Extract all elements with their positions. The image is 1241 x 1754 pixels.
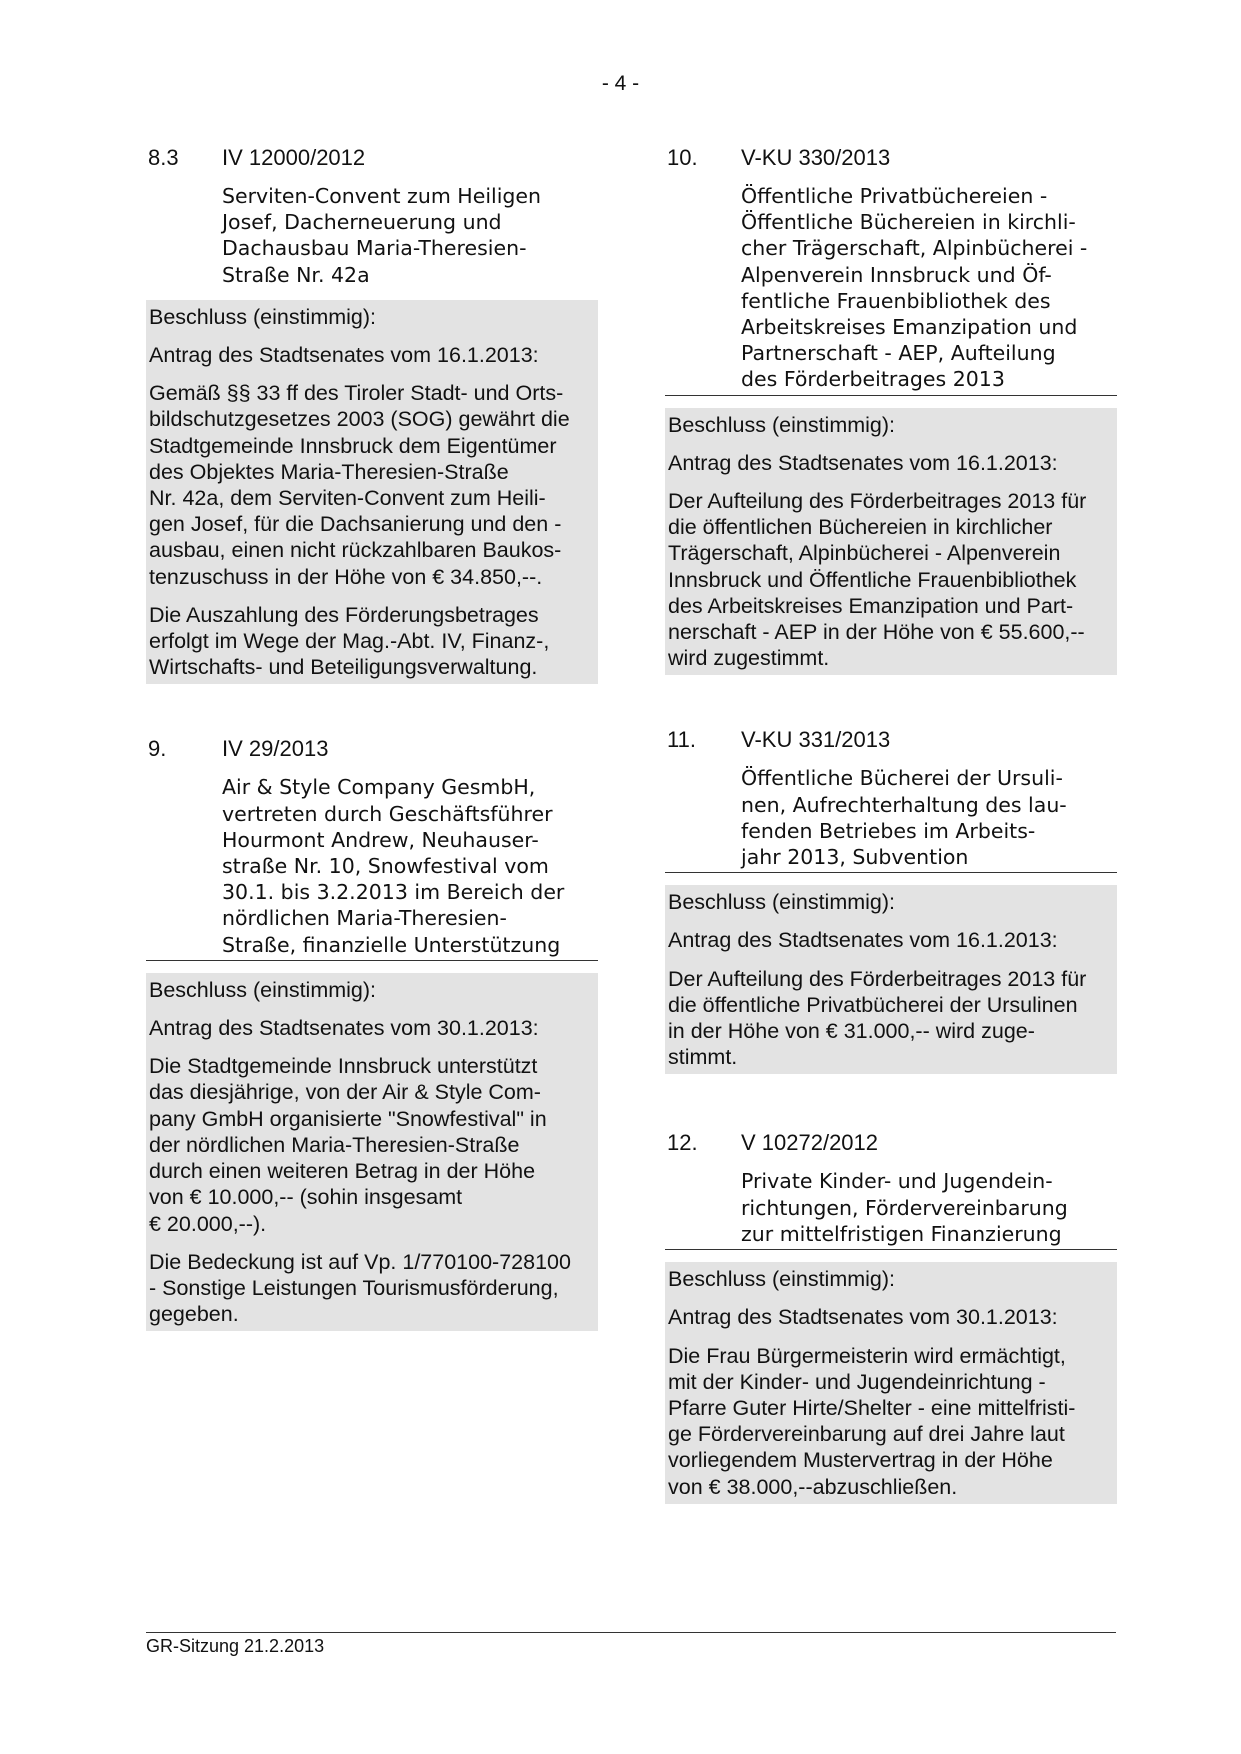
agenda-item-9 <box>146 736 598 1331</box>
item-header <box>665 727 1117 753</box>
item-title: Öffentliche Privatbüchereien - Öffentliche Büchereien in kirchli- cher Trägerschaft, Alpinbücherei - Alpenverein Innsbruck und Öf- fentliche Frauenbibliothek des Arbeitskreises Emanzipation und Partnerschaft - AEP, Aufteilung des Förderbeitrages 2013 <box>741 184 1088 392</box>
resolution-text: Der Aufteilung des Förderbeitrages 2013 für die öffentlichen Büchereien in kirchlicher Trägerschaft, Alpinbücherei - Alpenverein Innsbruck und Öffentliche Frauenbibliothek des Arbeitskreises Emanzipation und Part- nerschaft - AEP in der Höhe von € 55.600,-- wird zugestimmt. <box>668 489 1087 671</box>
item-header <box>146 145 598 171</box>
motion-label: Antrag des Stadtsenates vom 16.1.2013: <box>149 343 539 368</box>
item-number: 9. <box>148 736 167 762</box>
resolution-text: Die Auszahlung des Förderungsbetrages erfolgt im Wege der Mag.-Abt. IV, Finanz-, Wirtschafts- und Beteiligungsverwaltung. <box>149 602 550 680</box>
item-number: 10. <box>667 145 698 170</box>
title-divider <box>665 183 1117 396</box>
title-divider <box>146 774 598 960</box>
item-header <box>665 1130 1117 1156</box>
item-reference: IV 12000/2012 <box>222 145 366 170</box>
decision-label: Beschluss (einstimmig): <box>668 412 895 437</box>
item-number: 8.3 <box>148 145 179 170</box>
resolution-box <box>665 885 1117 1074</box>
motion-label: Antrag des Stadtsenates vom 30.1.2013: <box>668 1305 1058 1330</box>
resolution-text: Der Aufteilung des Förderbeitrages 2013 für die öffentliche Privatbücherei der Ursulinen in der Höhe von € 31.000,-- wird zuge- stimmt. <box>668 966 1087 1070</box>
item-title: Öffentliche Bücherei der Ursuli- nen, Aufrechterhaltung des lau- fenden Betriebes im Arbeits- jahr 2013, Subvention <box>741 766 1067 870</box>
resolution-box <box>665 1262 1117 1504</box>
item-title: Air & Style Company GesmbH, vertreten durch Geschäftsführer Hourmont Andrew, Neuhauser- straße Nr. 10, Snowfestival vom 30.1. bis 3.2.2013 im Bereich der nördlichen Maria-Theresien- Straße, finanzielle Unterstützung <box>222 775 565 957</box>
decision-label: Beschluss (einstimmig): <box>668 890 895 915</box>
page-number: - 4 - <box>601 72 640 95</box>
agenda-item-11 <box>665 727 1117 1074</box>
motion-label: Antrag des Stadtsenates vom 16.1.2013: <box>668 928 1058 953</box>
resolution-box <box>146 973 598 1331</box>
right-column <box>665 145 1117 1504</box>
resolution-text: Die Frau Bürgermeisterin wird ermächtigt, mit der Kinder- und Jugendeinrichtung - Pfarre Guter Hirte/Shelter - eine mittelfristi- ge Fördervereinbarung auf drei Jahre laut vorliegendem Mustervertrag in der Höhe von € 38.000,--abzuschließen. <box>668 1343 1076 1499</box>
item-reference: V-KU 331/2013 <box>741 727 891 753</box>
title-divider <box>665 765 1117 873</box>
decision-label: Beschluss (einstimmig): <box>149 977 376 1002</box>
resolution-box <box>146 300 598 685</box>
agenda-item-10 <box>665 145 1117 675</box>
resolution-box <box>665 408 1117 676</box>
motion-label: Antrag des Stadtsenates vom 30.1.2013: <box>149 1016 539 1041</box>
footer-divider <box>146 1632 1116 1633</box>
title-divider <box>665 1168 1117 1250</box>
item-reference: V-KU 330/2013 <box>741 145 891 170</box>
agenda-item-12 <box>665 1130 1117 1503</box>
decision-label: Beschluss (einstimmig): <box>668 1267 895 1292</box>
left-column <box>146 145 598 1331</box>
resolution-text: Die Bedeckung ist auf Vp. 1/770100-728100 - Sonstige Leistungen Tourismusförderung, gegeben. <box>149 1249 571 1327</box>
item-reference: IV 29/2013 <box>222 736 329 762</box>
item-number: 12. <box>667 1130 698 1156</box>
motion-label: Antrag des Stadtsenates vom 16.1.2013: <box>668 450 1058 475</box>
item-title: Private Kinder- und Jugendein- richtungen, Fördervereinbarung zur mittelfristigen Finanzierung <box>741 1169 1068 1246</box>
resolution-text: Die Stadtgemeinde Innsbruck unterstützt das diesjährige, von der Air & Style Com- pany GmbH organisierte "Snowfestival" in der nördlichen Maria-Theresien-Straße durch einen weiteren Betrag in der Höhe von € 10.000,-- (sohin insgesamt € 20.000,--). <box>149 1054 547 1236</box>
item-header <box>665 145 1117 171</box>
item-number: 11. <box>667 727 696 753</box>
resolution-text: Gemäß §§ 33 ff des Tiroler Stadt- und Orts- bildschutzgesetzes 2003 (SOG) gewährt die Stadtgemeinde Innsbruck dem Eigentümer des Objektes Maria-Theresien-Straße Nr. 42a, dem Serviten-Convent zum Heili- gen Josef, für die Dachsanierung und den - ausbau, einen nicht rückzahlbaren Baukos- tenzuschuss in der Höhe von € 34.850,--. <box>149 381 570 589</box>
footer-text: GR-Sitzung 21.2.2013 <box>146 1636 325 1656</box>
item-reference: V 10272/2012 <box>741 1130 879 1156</box>
agenda-item-8-3 <box>146 145 598 684</box>
decision-label: Beschluss (einstimmig): <box>149 304 376 329</box>
item-title: Serviten-Convent zum Heiligen Josef, Dacherneuerung und Dachausbau Maria-Theresien- Straße Nr. 42a <box>222 184 542 287</box>
item-header <box>146 736 598 762</box>
